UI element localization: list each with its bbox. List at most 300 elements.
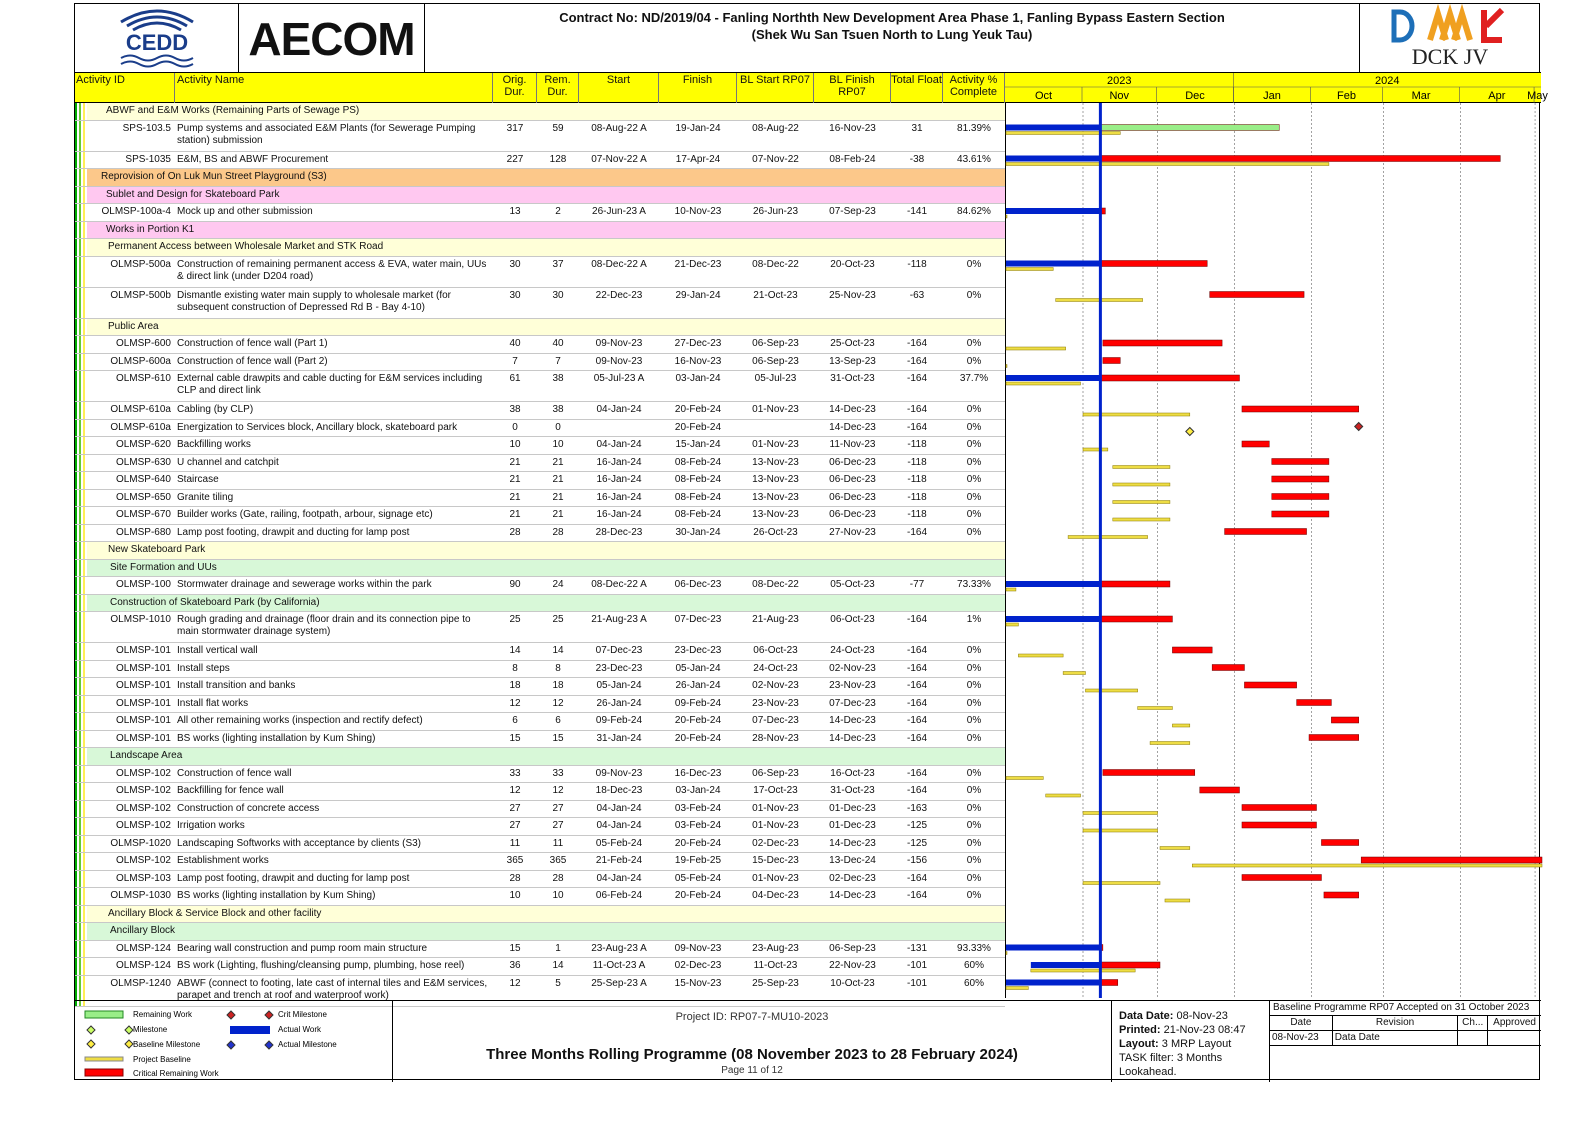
cell-finish: 21-Dec-23 xyxy=(674,258,722,270)
cell-id: OLMSP-102 xyxy=(115,820,171,831)
cell-start: 07-Nov-22 A xyxy=(591,153,647,165)
cell-blf: 24-Oct-23 xyxy=(830,645,875,656)
cell-bls: 01-Nov-23 xyxy=(752,404,799,415)
cell-blf: 13-Sep-23 xyxy=(829,355,876,367)
activity-row[interactable] xyxy=(75,257,1005,288)
cell-name: BS works (lighting installation by Kum Shing) xyxy=(177,732,376,744)
cell-finish: 03-Jan-24 xyxy=(675,785,721,796)
col-start[interactable]: Start xyxy=(579,73,659,103)
activity-row[interactable] xyxy=(75,766,1005,784)
cell-pct: 0% xyxy=(966,872,982,884)
col-finish[interactable]: Finish xyxy=(659,73,737,103)
cell-tf: -38 xyxy=(909,153,925,165)
wbs-group-row[interactable] xyxy=(75,187,1005,205)
cell-name: Install vertical wall xyxy=(177,645,258,656)
critical-bar xyxy=(1210,292,1304,298)
cell-name: Staircase xyxy=(177,474,219,485)
month-label: Apr xyxy=(1488,90,1506,102)
activity-row[interactable] xyxy=(75,121,1005,152)
cell-pct: 0% xyxy=(966,767,982,779)
activity-row[interactable] xyxy=(75,288,1005,319)
critical-bar xyxy=(1242,822,1317,828)
activity-row[interactable] xyxy=(75,354,1005,372)
critical-bar xyxy=(1242,805,1317,811)
cell-rem: 59 xyxy=(552,122,564,134)
cell-bls: 07-Dec-23 xyxy=(752,715,799,726)
cell-tf: -164 xyxy=(906,872,927,884)
cell-orig: 15 xyxy=(509,732,521,744)
cell-id: OLMSP-1030 xyxy=(110,890,171,901)
cell-tf: -125 xyxy=(906,837,927,849)
wbs-label: Permanent Access between Wholesale Market and STK Road xyxy=(108,241,384,252)
baseline-bar xyxy=(1006,347,1066,350)
cell-bls: 28-Nov-23 xyxy=(752,732,799,744)
cell-tf: -164 xyxy=(906,715,927,726)
cell-bls: 13-Nov-23 xyxy=(752,456,799,468)
activity-row[interactable] xyxy=(75,472,1005,490)
baseline-bar xyxy=(1006,268,1053,271)
cell-blf: 01-Dec-23 xyxy=(829,802,876,814)
cell-pct: 93.33% xyxy=(957,942,991,954)
cell-blf: 13-Dec-24 xyxy=(829,855,876,866)
contract-line-1: Contract No: ND/2019/04 - Fanling Northth New Development Area Phase 1, Fanling Bypass Eastern Section xyxy=(559,10,1225,25)
cell-blf: 06-Sep-23 xyxy=(829,942,876,954)
activity-row[interactable] xyxy=(75,420,1005,438)
cell-tf: -163 xyxy=(906,802,927,814)
cell-finish: 26-Jan-24 xyxy=(675,680,721,691)
cell-name: Irrigation works xyxy=(177,820,245,831)
activity-row[interactable] xyxy=(75,661,1005,679)
cell-rem: 12 xyxy=(552,697,564,709)
cell-id: OLMSP-500a xyxy=(110,258,171,270)
cell-orig: 10 xyxy=(509,890,521,901)
cell-start: 16-Jan-24 xyxy=(596,456,642,468)
programme-title: Three Months Rolling Programme (08 November 2023 to 28 February 2024) xyxy=(486,1046,1018,1063)
cell-tf: -164 xyxy=(906,785,927,796)
wbs-group-row[interactable] xyxy=(75,595,1005,613)
cell-rem: 11 xyxy=(552,837,564,849)
cell-id: OLMSP-100a-4 xyxy=(101,206,171,217)
cell-id: OLMSP-1010 xyxy=(110,614,171,625)
critical-bar xyxy=(1242,875,1321,881)
activity-row[interactable] xyxy=(75,336,1005,354)
cell-id: OLMSP-1020 xyxy=(110,837,171,849)
baseline-bar xyxy=(1006,777,1043,780)
cell-orig: 12 xyxy=(509,977,521,989)
cell-start: 26-Jan-24 xyxy=(596,697,642,709)
activity-row[interactable] xyxy=(75,871,1005,889)
cell-blf: 06-Dec-23 xyxy=(829,509,876,520)
month-label: Dec xyxy=(1185,90,1205,102)
activity-row[interactable] xyxy=(75,941,1005,959)
cell-blf: 14-Dec-23 xyxy=(829,837,876,849)
cell-tf: -164 xyxy=(906,732,927,744)
cell-pct: 73.33% xyxy=(957,579,991,590)
activity-row[interactable] xyxy=(75,678,1005,696)
gantt-chart xyxy=(1005,103,1541,998)
col-activity-id[interactable]: Activity ID xyxy=(75,73,175,103)
cell-orig: 30 xyxy=(509,258,521,270)
activity-row[interactable] xyxy=(75,371,1005,402)
baseline-bar xyxy=(1160,847,1190,850)
cell-start: 09-Feb-24 xyxy=(595,715,643,726)
col-activity-name[interactable]: Activity Name xyxy=(175,73,493,103)
cell-id: OLMSP-670 xyxy=(115,509,171,520)
cell-pct: 0% xyxy=(966,645,982,656)
wbs-label: Sublet and Design for Skateboard Park xyxy=(106,188,280,200)
cell-pct: 0% xyxy=(966,715,982,726)
baseline-bar xyxy=(1006,132,1120,135)
cell-orig: 18 xyxy=(509,680,521,691)
cell-name: Construction of fence wall (Part 2) xyxy=(177,355,328,367)
cell-pct: 0% xyxy=(966,662,982,674)
cell-bls: 01-Nov-23 xyxy=(752,439,799,450)
revision-row: 08-Nov-23 Data Date xyxy=(1270,1031,1541,1046)
cell-start: 08-Aug-22 A xyxy=(591,122,647,134)
cell-blf: 08-Feb-24 xyxy=(829,153,876,165)
activity-row[interactable] xyxy=(75,577,1005,595)
baseline-bar xyxy=(1113,501,1170,504)
cell-name: Energization to Services block, Ancillary block, skateboard park xyxy=(177,421,458,433)
cell-tf: -101 xyxy=(906,960,927,971)
legend-milestone-icon xyxy=(87,1026,95,1034)
cell-finish: 03-Feb-24 xyxy=(674,802,722,814)
cell-tf: -164 xyxy=(906,338,927,349)
cell-start: 16-Jan-24 xyxy=(596,474,642,485)
cell-id: OLMSP-102 xyxy=(115,767,171,779)
cell-rem: 5 xyxy=(555,977,561,989)
cell-start: 25-Sep-23 A xyxy=(591,977,647,989)
wbs-group-row[interactable] xyxy=(75,748,1005,766)
critical-bar xyxy=(1200,787,1240,793)
col-bl-start[interactable]: BL Start RP07 xyxy=(737,73,814,103)
revision-header: Date Revision Ch... Approved xyxy=(1270,1016,1541,1031)
critical-bar xyxy=(1172,647,1212,653)
cell-tf: 31 xyxy=(911,122,923,134)
cell-name: Establishment works xyxy=(177,855,269,866)
critical-bar xyxy=(1272,459,1329,465)
cell-orig: 30 xyxy=(509,289,521,301)
baseline-bar xyxy=(1006,382,1081,385)
dck-logo xyxy=(1359,4,1541,73)
cell-bls: 01-Nov-23 xyxy=(752,802,799,814)
activity-row[interactable] xyxy=(75,507,1005,525)
cell-orig: 27 xyxy=(509,820,521,831)
cell-name: Pump systems and associated E&M Plants (for Sewerage Pumping station) submission xyxy=(177,122,476,146)
legend-project-baseline-swatch xyxy=(85,1057,123,1061)
col-bl-finish[interactable]: BL Finish RP07 xyxy=(814,73,891,103)
cell-tf: -118 xyxy=(907,456,927,468)
legend-crit-milestone-icon xyxy=(227,1011,235,1019)
cell-name: Lamp post footing, drawpit and ducting for lamp post xyxy=(177,872,410,884)
legend-symbols xyxy=(75,1001,393,1082)
cell-start: 28-Dec-23 xyxy=(595,526,643,538)
cell-finish: 07-Dec-23 xyxy=(674,614,722,625)
activity-row[interactable] xyxy=(75,853,1005,871)
baseline-bar xyxy=(1113,483,1170,486)
month-label: Nov xyxy=(1109,90,1130,102)
critical-bar xyxy=(1242,406,1359,412)
cell-bls: 04-Dec-23 xyxy=(752,890,799,901)
svg-text:DCK JV: DCK JV xyxy=(1411,44,1489,69)
cell-bls: 26-Oct-23 xyxy=(753,526,798,538)
remaining-bar xyxy=(1100,962,1160,968)
cell-orig: 25 xyxy=(509,614,521,625)
activity-row[interactable] xyxy=(75,204,1005,222)
wbs-group-row[interactable] xyxy=(75,169,1005,187)
cell-finish: 03-Feb-24 xyxy=(674,820,722,831)
actual-bar xyxy=(1031,962,1101,968)
cell-id: OLMSP-101 xyxy=(115,732,171,744)
cell-pct: 0% xyxy=(966,289,982,301)
cell-start: 04-Jan-24 xyxy=(596,820,642,831)
cell-bls: 13-Nov-23 xyxy=(752,491,799,503)
cell-rem: 12 xyxy=(552,785,564,796)
cell-start: 04-Jan-24 xyxy=(596,802,642,814)
baseline-bar xyxy=(1085,689,1137,692)
cell-pct: 0% xyxy=(966,837,982,849)
cell-finish: 03-Jan-24 xyxy=(675,373,721,384)
cell-blf: 25-Nov-23 xyxy=(829,289,876,301)
cell-finish: 08-Feb-24 xyxy=(674,509,722,520)
cell-name: Lamp post footing, drawpit and ducting for lamp post xyxy=(177,526,410,538)
cell-orig: 13 xyxy=(509,206,521,217)
cell-finish: 08-Feb-24 xyxy=(674,474,722,485)
cell-bls: 21-Oct-23 xyxy=(753,289,798,301)
cell-finish: 05-Feb-24 xyxy=(674,872,722,884)
cell-orig: 38 xyxy=(509,404,521,415)
baseline-bar xyxy=(1006,365,1007,368)
cell-id: OLMSP-124 xyxy=(115,942,171,954)
cell-bls: 06-Sep-23 xyxy=(752,355,799,367)
wbs-label: Construction of Skateboard Park (by California) xyxy=(110,596,320,608)
wbs-label: New Skateboard Park xyxy=(108,544,206,555)
critical-bar xyxy=(1272,476,1329,482)
cell-id: SPS-1035 xyxy=(125,153,171,165)
table-header xyxy=(75,73,1548,103)
critical-bar xyxy=(1103,770,1195,776)
baseline-note: Baseline Programme RP07 Accepted on 31 October 2023 xyxy=(1270,1001,1541,1016)
cell-blf: 06-Dec-23 xyxy=(829,474,876,485)
wbs-group-row[interactable] xyxy=(75,542,1005,560)
legend-crit-milestone: Crit Milestone xyxy=(278,1010,327,1019)
cell-finish: 27-Dec-23 xyxy=(674,338,722,349)
cell-name: BS works (lighting installation by Kum Shing) xyxy=(177,890,376,901)
cell-tf: -164 xyxy=(906,890,927,901)
activity-row[interactable] xyxy=(75,836,1005,854)
cell-name: All other remaining works (inspection and rectify defect) xyxy=(177,715,423,726)
activity-row[interactable] xyxy=(75,402,1005,420)
cell-id: OLMSP-101 xyxy=(115,715,171,726)
remaining-bar xyxy=(1100,125,1279,131)
cell-blf: 16-Nov-23 xyxy=(829,122,876,134)
cell-rem: 33 xyxy=(552,767,564,779)
cell-blf: 05-Oct-23 xyxy=(830,579,875,590)
col-rem-dur[interactable]: Rem. Dur. xyxy=(537,73,579,103)
activity-row[interactable] xyxy=(75,958,1005,976)
cell-tf: -164 xyxy=(906,404,927,415)
cell-start: 09-Nov-23 xyxy=(595,767,643,779)
wbs-group-row[interactable] xyxy=(75,103,1005,121)
activity-row[interactable] xyxy=(75,525,1005,543)
year-label: 2024 xyxy=(1375,75,1400,87)
col-pct-complete[interactable]: Activity % Complete xyxy=(943,73,1005,103)
cell-finish: 16-Dec-23 xyxy=(674,767,722,779)
cell-id: OLMSP-103 xyxy=(115,872,171,884)
wbs-group-row[interactable] xyxy=(75,560,1005,578)
cell-finish: 20-Feb-24 xyxy=(674,837,722,849)
cell-pct: 43.61% xyxy=(957,153,991,165)
legend-key xyxy=(75,1001,393,1082)
col-total-float[interactable]: Total Float xyxy=(891,73,943,103)
wbs-label: ABWF and E&M Works (Remaining Parts of Sewage PS) xyxy=(106,105,360,116)
cell-rem: 10 xyxy=(552,890,564,901)
activity-row[interactable] xyxy=(75,801,1005,819)
cell-id: OLMSP-1240 xyxy=(110,977,171,989)
critical-bar xyxy=(1309,735,1359,741)
activity-row[interactable] xyxy=(75,783,1005,801)
activity-row[interactable] xyxy=(75,643,1005,661)
data-date: 08-Nov-23 xyxy=(1176,1010,1228,1022)
wbs-group-row[interactable] xyxy=(75,923,1005,941)
contract-title xyxy=(425,4,1359,73)
cell-orig: 90 xyxy=(509,579,521,590)
activity-row[interactable] xyxy=(75,696,1005,714)
cell-pct: 1% xyxy=(966,614,982,625)
cell-bls: 23-Nov-23 xyxy=(752,697,799,709)
cell-id: OLMSP-100 xyxy=(115,579,171,590)
wbs-group-row[interactable] xyxy=(75,906,1005,924)
cell-finish: 20-Feb-24 xyxy=(674,404,722,415)
actual-bar xyxy=(1006,125,1100,131)
cell-start: 06-Feb-24 xyxy=(595,890,643,901)
month-label: Oct xyxy=(1034,90,1053,102)
cell-id: OLMSP-610 xyxy=(115,373,171,384)
cell-blf: 14-Dec-23 xyxy=(829,715,876,726)
baseline-bar xyxy=(1063,672,1085,675)
page-number: Page 11 of 12 xyxy=(721,1065,783,1076)
wbs-label: Public Area xyxy=(108,320,159,332)
cell-blf: 20-Oct-23 xyxy=(830,258,875,270)
baseline-bar xyxy=(1006,987,1028,990)
cell-finish: 23-Dec-23 xyxy=(674,645,722,656)
cell-blf: 14-Dec-23 xyxy=(829,732,876,744)
baseline-bar xyxy=(1138,707,1173,710)
cell-blf: 25-Oct-23 xyxy=(830,338,875,349)
actual-bar xyxy=(1006,261,1100,267)
critical-bar xyxy=(1225,529,1307,535)
baseline-bar xyxy=(1113,518,1170,521)
cell-start: 16-Jan-24 xyxy=(596,491,642,503)
cell-bls: 25-Sep-23 xyxy=(752,977,799,989)
cell-finish: 16-Nov-23 xyxy=(674,355,722,367)
wbs-label: Landscape Area xyxy=(110,750,183,761)
activity-row[interactable] xyxy=(75,612,1005,643)
actual-bar xyxy=(1006,156,1100,162)
wbs-group-row[interactable] xyxy=(75,239,1005,257)
cell-blf: 23-Nov-23 xyxy=(829,680,876,691)
cell-orig: 36 xyxy=(509,960,521,971)
activity-row[interactable] xyxy=(75,152,1005,170)
cell-id: OLMSP-610a xyxy=(110,421,171,433)
cell-start: 08-Dec-22 A xyxy=(591,258,647,270)
cell-rem: 28 xyxy=(552,872,564,884)
cell-name: Mock up and other submission xyxy=(177,206,313,217)
baseline-bar xyxy=(1083,829,1158,832)
cell-blf: 10-Oct-23 xyxy=(830,977,875,989)
layout-name: 3 MRP Layout xyxy=(1161,1038,1232,1050)
cell-bls: 17-Oct-23 xyxy=(753,785,798,796)
col-orig-dur[interactable]: Orig. Dur. xyxy=(493,73,537,103)
cell-start: 22-Dec-23 xyxy=(595,289,643,301)
cell-rem: 21 xyxy=(552,509,564,520)
cell-rem: 37 xyxy=(552,258,564,270)
activity-row[interactable] xyxy=(75,731,1005,749)
baseline-bar xyxy=(1150,742,1190,745)
cell-finish: 19-Feb-25 xyxy=(674,855,722,866)
crit-milestone xyxy=(1355,423,1363,431)
cell-blf: 22-Nov-23 xyxy=(829,960,876,971)
cell-id: OLMSP-640 xyxy=(115,474,171,485)
cell-blf: 06-Oct-23 xyxy=(830,614,875,625)
cell-orig: 27 xyxy=(509,802,521,814)
cell-pct: 0% xyxy=(966,456,982,468)
activity-row[interactable] xyxy=(75,818,1005,836)
contract-line-2: (Shek Wu San Tsuen North to Lung Yeuk Tau) xyxy=(751,27,1033,42)
cell-rem: 14 xyxy=(552,960,564,971)
cell-bls: 02-Nov-23 xyxy=(752,680,799,691)
activity-row[interactable] xyxy=(75,888,1005,906)
activity-row[interactable] xyxy=(75,490,1005,508)
cell-start: 16-Jan-24 xyxy=(596,509,642,520)
cell-rem: 27 xyxy=(552,820,564,831)
cell-id: OLMSP-101 xyxy=(115,680,171,691)
cell-pct: 0% xyxy=(966,421,982,433)
cell-tf: -118 xyxy=(907,258,927,270)
cell-bls: 06-Sep-23 xyxy=(752,767,799,779)
critical-bar xyxy=(1297,700,1332,706)
cell-tf: -156 xyxy=(906,855,927,866)
cell-rem: 1 xyxy=(555,942,561,954)
cell-blf: 02-Dec-23 xyxy=(829,872,876,884)
cell-tf: -164 xyxy=(906,645,927,656)
wbs-group-row[interactable] xyxy=(75,319,1005,337)
year-label: 2023 xyxy=(1107,75,1132,87)
cell-start: 05-Jan-24 xyxy=(596,680,642,691)
cell-pct: 60% xyxy=(963,977,984,989)
activity-row[interactable] xyxy=(75,713,1005,731)
cell-bls: 11-Oct-23 xyxy=(753,960,798,971)
cell-start: 26-Jun-23 A xyxy=(592,206,646,217)
legend-project-baseline: Project Baseline xyxy=(133,1055,191,1064)
cell-orig: 33 xyxy=(509,767,521,779)
remaining-bar xyxy=(1100,980,1117,986)
activity-row[interactable] xyxy=(75,455,1005,473)
cell-start: 18-Dec-23 xyxy=(595,785,643,796)
cell-blf: 14-Dec-23 xyxy=(829,404,876,415)
baseline-bar xyxy=(1083,448,1108,451)
cell-name: Backfilling for fence wall xyxy=(177,785,284,796)
cell-rem: 0 xyxy=(555,421,561,433)
cell-name: Bearing wall construction and pump room main structure xyxy=(177,942,428,954)
cell-orig: 0 xyxy=(512,421,518,433)
cell-name: Backfilling works xyxy=(177,439,251,450)
activity-row[interactable] xyxy=(75,437,1005,455)
wbs-group-row[interactable] xyxy=(75,222,1005,240)
baseline-bar xyxy=(1006,215,1007,218)
cell-orig: 14 xyxy=(509,645,521,656)
critical-bar xyxy=(1244,682,1296,688)
